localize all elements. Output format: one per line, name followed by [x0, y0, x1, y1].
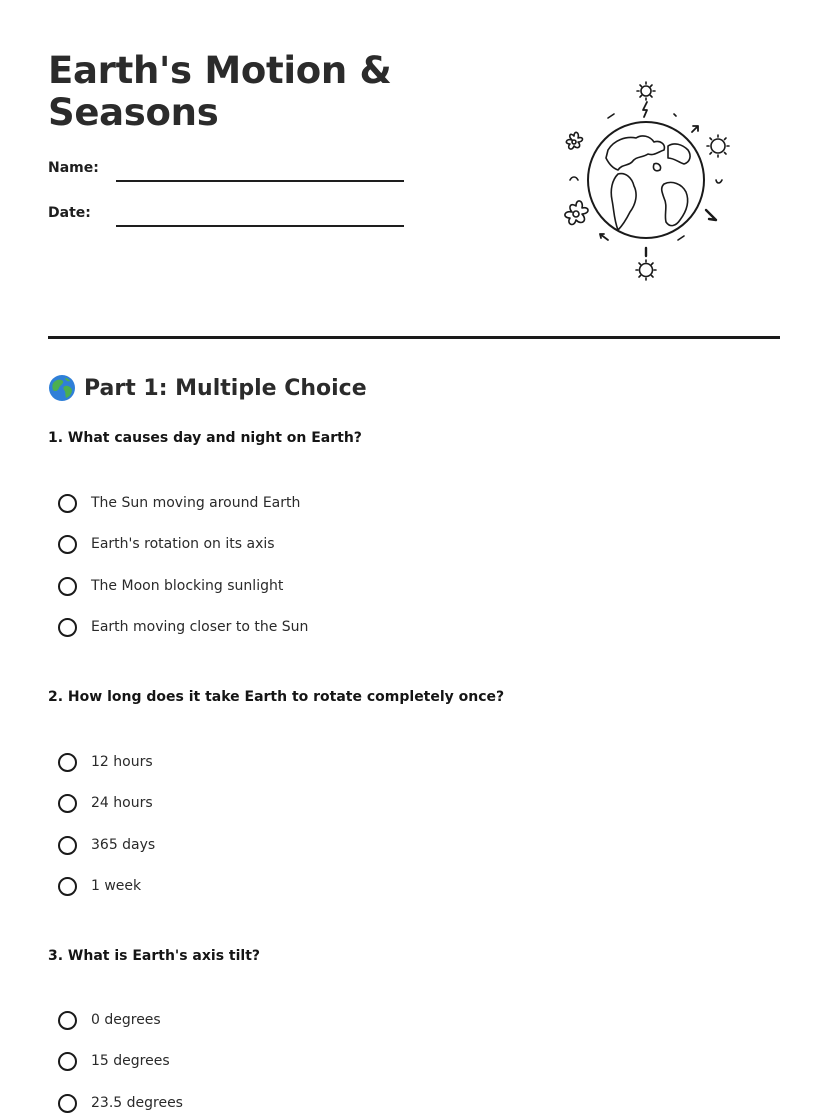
option-label: 15 degrees: [91, 1053, 170, 1069]
radio-button[interactable]: [58, 794, 77, 813]
q3-option-b[interactable]: [58, 1049, 170, 1073]
option-label: 12 hours: [91, 754, 153, 770]
option-label: 0 degrees: [91, 1012, 161, 1028]
radio-button[interactable]: [58, 1094, 77, 1113]
radio-button[interactable]: [58, 535, 77, 554]
question-2: 2. How long does it take Earth to rotate completely once?: [48, 689, 505, 705]
q2-option-b[interactable]: [58, 791, 153, 815]
radio-button[interactable]: [58, 577, 77, 596]
q1-option-d[interactable]: [58, 615, 308, 639]
radio-button[interactable]: [58, 1052, 77, 1071]
radio-button[interactable]: [58, 877, 77, 896]
name-label: Name:: [48, 160, 99, 176]
q2-option-d[interactable]: [58, 874, 141, 898]
date-answer-line[interactable]: [116, 225, 404, 227]
q1-option-b[interactable]: [58, 532, 275, 556]
name-answer-line[interactable]: [116, 180, 404, 182]
option-label: 24 hours: [91, 795, 153, 811]
radio-button[interactable]: [58, 836, 77, 855]
q2-option-c[interactable]: [58, 833, 155, 857]
option-label: 1 week: [91, 878, 142, 894]
question-3: 3. What is Earth's axis tilt?: [48, 948, 261, 964]
date-field: [48, 205, 408, 235]
option-label: The Sun moving around Earth: [91, 495, 301, 511]
option-label: 365 days: [91, 837, 156, 853]
earth-globe-with-suns-icon: [556, 80, 740, 286]
globe-emoji-icon: [48, 374, 76, 402]
section-divider: [48, 336, 780, 339]
question-1: 1. What causes day and night on Earth?: [48, 430, 362, 446]
q2-option-a[interactable]: [58, 750, 153, 774]
radio-button[interactable]: [58, 753, 77, 772]
q3-option-a[interactable]: [58, 1008, 161, 1032]
part-1-heading-text: Part 1: Multiple Choice: [84, 375, 367, 401]
radio-button[interactable]: [58, 494, 77, 513]
option-label: 23.5 degrees: [91, 1095, 183, 1111]
option-label: The Moon blocking sunlight: [91, 578, 284, 594]
q1-option-a[interactable]: [58, 491, 300, 515]
name-field: [48, 160, 408, 190]
radio-button[interactable]: [58, 1011, 77, 1030]
part-1-heading: [48, 374, 367, 402]
q1-option-c[interactable]: [58, 574, 283, 598]
radio-button[interactable]: [58, 618, 77, 637]
q3-option-c[interactable]: [58, 1091, 183, 1115]
worksheet-title: Earth's Motion & Seasons: [48, 49, 392, 134]
option-label: Earth moving closer to the Sun: [91, 619, 309, 635]
date-label: Date:: [48, 205, 91, 221]
option-label: Earth's rotation on its axis: [91, 536, 275, 552]
